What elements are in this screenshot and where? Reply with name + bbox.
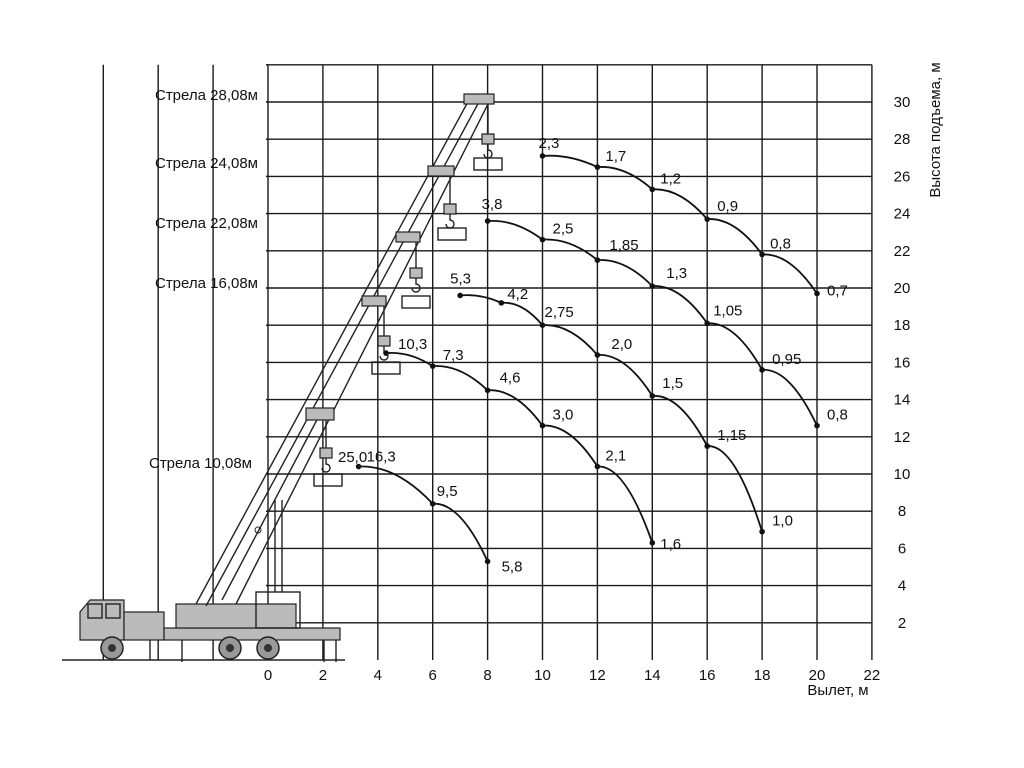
curve-point xyxy=(595,257,601,263)
x-axis-title: Вылет, м xyxy=(807,682,869,699)
y-tick-label: 24 xyxy=(893,205,911,223)
curve-point xyxy=(595,464,601,470)
point-label: 1,5 xyxy=(662,374,684,392)
point-label: 7,3 xyxy=(442,347,464,365)
load-curves xyxy=(356,153,820,564)
y-tick-label: 22 xyxy=(893,242,911,260)
x-tick-label: 0 xyxy=(263,667,273,684)
x-tick-label: 8 xyxy=(483,667,492,684)
point-label: 16,3 xyxy=(366,448,396,466)
point-label: 2,0 xyxy=(611,335,633,353)
point-label: 4,6 xyxy=(499,369,521,387)
point-label: 4,2 xyxy=(507,285,529,303)
point-label: 1,85 xyxy=(609,237,639,255)
point-label: 0,7 xyxy=(827,282,848,300)
y-tick-label: 8 xyxy=(897,503,907,521)
point-label: 3,8 xyxy=(481,196,503,214)
curve-point xyxy=(430,363,436,369)
curve-point xyxy=(540,423,546,429)
x-tick-label: 22 xyxy=(863,667,881,684)
curve-point xyxy=(540,237,546,243)
point-label: 5,3 xyxy=(450,270,472,288)
curve-point xyxy=(814,291,820,297)
x-tick-label: 16 xyxy=(698,667,716,684)
curve-point xyxy=(430,501,436,507)
curve-point xyxy=(499,300,505,306)
curve-point xyxy=(650,187,656,193)
point-label: 9,5 xyxy=(436,482,458,500)
curve-point xyxy=(540,153,546,159)
boom-label: Стрела 10,08м xyxy=(148,455,252,472)
y-tick-label: 6 xyxy=(897,540,907,558)
curve-point xyxy=(485,218,491,224)
y-tick-label: 16 xyxy=(893,354,911,372)
point-label: 0,9 xyxy=(717,198,739,216)
y-tick-label: 2 xyxy=(897,614,907,632)
y-axis-title: Высота подъема, м xyxy=(927,62,944,198)
boom-label: Стрела 28,08м xyxy=(154,87,258,104)
point-label: 5,8 xyxy=(501,558,523,576)
hook-load-label: 25,0 xyxy=(338,449,368,466)
x-tick-label: 18 xyxy=(753,667,771,684)
curve-point xyxy=(759,529,765,535)
crane-illustration xyxy=(62,94,502,662)
point-label: 0,8 xyxy=(770,235,791,253)
curve-point xyxy=(704,443,710,449)
boom-label: Стрела 22,08м xyxy=(154,215,258,232)
y-tick-label: 30 xyxy=(893,94,911,111)
boom-label: Стрела 16,08м xyxy=(154,275,258,292)
curve-point xyxy=(595,164,601,170)
curve-point xyxy=(540,322,546,328)
point-label: 2,5 xyxy=(552,220,574,238)
truck-icon xyxy=(80,592,340,662)
curve-point xyxy=(650,393,656,399)
x-tick-label: 4 xyxy=(373,667,382,684)
point-label: 1,2 xyxy=(660,170,682,188)
point-label: 1,05 xyxy=(713,302,743,320)
y-tick-label: 4 xyxy=(897,577,907,595)
point-label: 1,15 xyxy=(717,427,747,445)
point-label: 1,6 xyxy=(660,535,682,553)
point-label: 0,8 xyxy=(827,406,848,424)
x-tick-label: 2 xyxy=(318,667,328,684)
curve-point xyxy=(759,367,765,373)
point-label: 1,7 xyxy=(605,148,627,166)
y-tick-label: 10 xyxy=(893,466,911,483)
point-label: 3,0 xyxy=(552,406,574,424)
curve-point xyxy=(595,352,601,358)
point-label: 2,3 xyxy=(538,134,560,152)
curve-point xyxy=(704,321,710,327)
curve-point xyxy=(704,216,710,222)
x-tick-label: 20 xyxy=(808,667,826,684)
y-tick-label: 20 xyxy=(893,280,911,297)
curve-point xyxy=(759,252,765,258)
curve-point xyxy=(485,559,491,565)
curve-point xyxy=(650,540,656,546)
curve-point xyxy=(383,350,389,356)
boom-label: Стрела 24,08м xyxy=(154,155,258,172)
curve-point xyxy=(457,293,463,299)
point-label: 0,95 xyxy=(772,350,802,368)
curve-point xyxy=(814,423,820,429)
x-tick-label: 14 xyxy=(643,667,661,684)
x-tick-label: 12 xyxy=(589,667,606,684)
point-label: 1,0 xyxy=(772,512,793,530)
point-label: 2,1 xyxy=(605,447,627,465)
curve-point xyxy=(485,388,491,394)
y-tick-label: 14 xyxy=(893,391,911,409)
point-label: 1,3 xyxy=(666,265,688,283)
y-tick-label: 28 xyxy=(893,131,911,149)
x-tick-label: 6 xyxy=(428,667,437,684)
point-label: 10,3 xyxy=(398,336,428,354)
curve-point xyxy=(650,283,656,289)
y-tick-label: 12 xyxy=(893,428,911,446)
load-curve xyxy=(460,295,762,532)
x-tick-label: 10 xyxy=(534,667,551,684)
y-tick-label: 26 xyxy=(893,168,911,186)
point-label: 2,75 xyxy=(544,304,574,322)
y-tick-label: 18 xyxy=(893,317,911,335)
